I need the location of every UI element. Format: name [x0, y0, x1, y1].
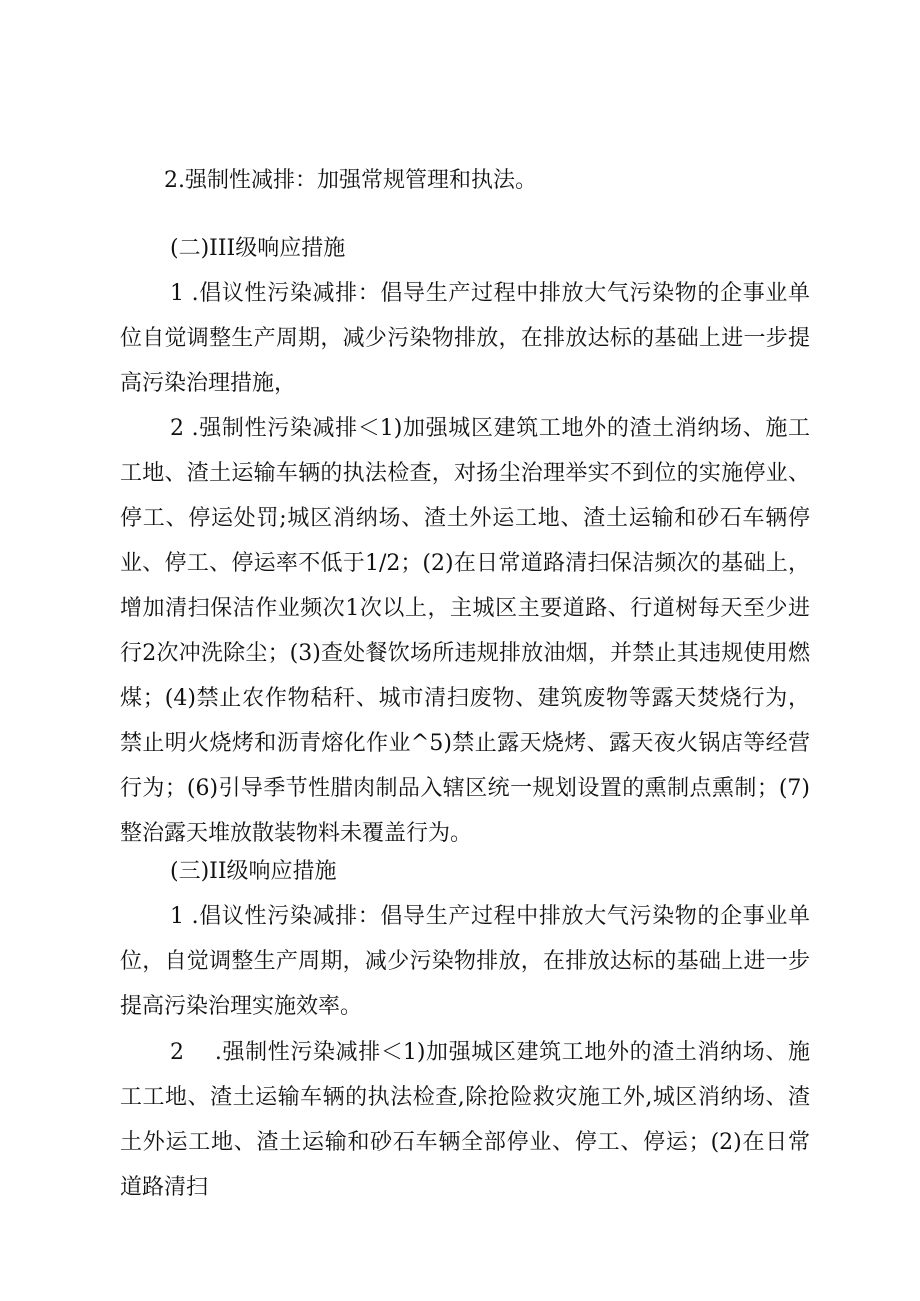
paragraph-forced-reduction: 2.强制性减排：加强常规管理和执法。: [164, 168, 537, 193]
paragraph-ii-voluntary: 1 .倡议性污染减排：倡导生产过程中排放大气污染物的企事业单位，自觉调整生产周期，减少污染物排放，在排放达标的基础上进一步提高污染治理实施效率。: [120, 904, 810, 1019]
heading-level-iii: (二)III级响应措施: [170, 236, 346, 261]
paragraph-ii-mandatory: 2 .强制性污染减排＜1)加强城区建筑工地外的渣土消纳场、施工工地、渣土运输车辆的执法检查,除抢险救灾施工外,城区消纳场、渣土外运工地、渣土运输和砂石车辆全部停业、停工、停运；(2)在日常道路清扫: [120, 1040, 810, 1200]
paragraph-iii-mandatory: 2 .强制性污染减排＜1)加强城区建筑工地外的渣土消纳场、施工工地、渣土运输车辆的执法检查，对扬尘治理举实不到位的实施停业、停工、停运处罚;城区消纳场、渣土外运工地、渣土运输和砂石车辆停业、停工、停运率不低于1/2；(2)在日常道路清扫保洁频次的基础上，增加清扫保洁作业频次1次以上，主城区主要道路、行道树每天至少进行2次冲洗除尘；(3)查处餐饮场所违规排放油烟，并禁止其违规使用燃煤；(4)禁止农作物秸秆、城市清扫废物、建筑废物等露天焚烧行为，禁止明火烧烤和沥青熔化作业^5)禁止露天烧烤、露天夜火锅店等经营行为；(6)引导季节性腊肉制品入辖区统一规划设置的熏制点熏制；(7)整治露天堆放散装物料未覆盖行为。: [120, 416, 810, 846]
heading-level-ii: (三)II级响应措施: [170, 859, 337, 884]
paragraph-iii-voluntary: 1 .倡议性污染减排：倡导生产过程中排放大气污染物的企事业单位自觉调整生产周期，减少污染物排放，在排放达标的基础上进一步提高污染治理措施，: [120, 281, 810, 396]
